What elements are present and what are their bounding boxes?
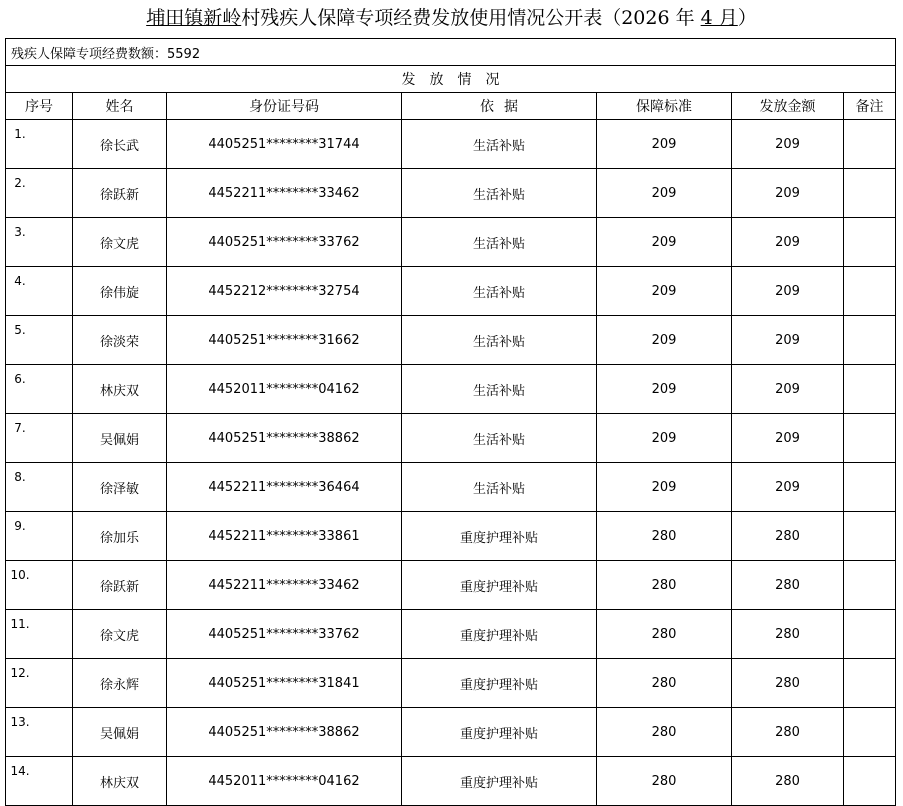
cell-basis: 重度护理补贴 <box>402 757 597 806</box>
cell-basis: 生活补贴 <box>402 316 597 365</box>
cell-remark <box>844 267 896 316</box>
fund-total-row <box>6 39 896 66</box>
cell-standard: 209 <box>597 218 732 267</box>
cell-name: 徐加乐 <box>73 512 167 561</box>
cell-seq: 1. <box>6 120 73 169</box>
cell-name: 徐淡荣 <box>73 316 167 365</box>
cell-name: 吴佩娟 <box>73 414 167 463</box>
cell-name: 吴佩娟 <box>73 708 167 757</box>
cell-seq: 4. <box>6 267 73 316</box>
cell-seq: 12. <box>6 659 73 708</box>
cell-standard: 280 <box>597 757 732 806</box>
cell-name: 林庆双 <box>73 757 167 806</box>
cell-id-number: 4405251********33762 <box>167 218 402 267</box>
cell-standard: 280 <box>597 708 732 757</box>
header-basis <box>402 93 597 120</box>
cell-id-number: 4452211********33861 <box>167 512 402 561</box>
cell-remark <box>844 316 896 365</box>
header-remark: 备注 <box>844 93 896 120</box>
cell-amount: 209 <box>732 120 844 169</box>
header-seq: 序号 <box>6 93 73 120</box>
cell-seq: 9. <box>6 512 73 561</box>
cell-remark <box>844 463 896 512</box>
cell-name: 徐跃新 <box>73 561 167 610</box>
cell-remark <box>844 218 896 267</box>
cell-id-number: 4405251********33762 <box>167 610 402 659</box>
cell-id-number: 4452211********36464 <box>167 463 402 512</box>
disbursement-table <box>5 38 896 806</box>
cell-name: 徐长武 <box>73 120 167 169</box>
title-close-paren: ） <box>737 7 757 29</box>
cell-basis: 重度护理补贴 <box>402 561 597 610</box>
cell-standard: 209 <box>597 316 732 365</box>
cell-basis: 生活补贴 <box>402 414 597 463</box>
cell-seq: 5. <box>6 316 73 365</box>
table-body <box>6 39 896 806</box>
title-underlined-town: 埔田镇新岭 <box>146 7 242 29</box>
cell-seq: 2. <box>6 169 73 218</box>
cell-name: 林庆双 <box>73 365 167 414</box>
cell-remark <box>844 610 896 659</box>
cell-amount: 209 <box>732 414 844 463</box>
cell-remark <box>844 512 896 561</box>
header-standard: 保障标准 <box>597 93 732 120</box>
table-row <box>6 561 896 610</box>
cell-seq: 10. <box>6 561 73 610</box>
cell-amount: 280 <box>732 659 844 708</box>
title-month: 4 月 <box>700 7 738 29</box>
cell-seq: 3. <box>6 218 73 267</box>
section-row <box>6 66 896 93</box>
cell-amount: 209 <box>732 267 844 316</box>
header-id: 身份证号码 <box>167 93 402 120</box>
cell-name: 徐跃新 <box>73 169 167 218</box>
cell-standard: 209 <box>597 414 732 463</box>
cell-amount: 209 <box>732 218 844 267</box>
cell-amount: 280 <box>732 708 844 757</box>
cell-remark <box>844 365 896 414</box>
table-row <box>6 757 896 806</box>
cell-seq: 6. <box>6 365 73 414</box>
fund-total-cell: 残疾人保障专项经费数额：5592 <box>6 39 896 66</box>
section-label: 发放情况 <box>401 72 514 88</box>
cell-standard: 280 <box>597 610 732 659</box>
cell-seq: 7. <box>6 414 73 463</box>
cell-name: 徐伟旋 <box>73 267 167 316</box>
cell-basis: 重度护理补贴 <box>402 610 597 659</box>
cell-seq: 11. <box>6 610 73 659</box>
cell-remark <box>844 169 896 218</box>
cell-amount: 280 <box>732 757 844 806</box>
cell-amount: 209 <box>732 169 844 218</box>
cell-standard: 209 <box>597 120 732 169</box>
table-row <box>6 463 896 512</box>
cell-id-number: 4405251********38862 <box>167 414 402 463</box>
cell-basis: 生活补贴 <box>402 365 597 414</box>
cell-standard: 209 <box>597 169 732 218</box>
cell-basis: 重度护理补贴 <box>402 512 597 561</box>
header-basis-label: 依据 <box>480 99 528 115</box>
cell-basis: 重度护理补贴 <box>402 708 597 757</box>
cell-id-number: 4452011********04162 <box>167 757 402 806</box>
cell-basis: 生活补贴 <box>402 267 597 316</box>
cell-basis: 生活补贴 <box>402 463 597 512</box>
cell-remark <box>844 120 896 169</box>
table-row <box>6 512 896 561</box>
cell-amount: 280 <box>732 561 844 610</box>
cell-basis: 生活补贴 <box>402 169 597 218</box>
cell-id-number: 4405251********31744 <box>167 120 402 169</box>
cell-remark <box>844 561 896 610</box>
document-title <box>0 3 903 33</box>
cell-name: 徐文虎 <box>73 218 167 267</box>
table-row <box>6 316 896 365</box>
cell-amount: 209 <box>732 365 844 414</box>
header-name: 姓名 <box>73 93 167 120</box>
cell-remark <box>844 659 896 708</box>
table-row <box>6 218 896 267</box>
cell-name: 徐泽敏 <box>73 463 167 512</box>
header-row <box>6 93 896 120</box>
cell-id-number: 4405251********31662 <box>167 316 402 365</box>
cell-amount: 209 <box>732 463 844 512</box>
title-main-text: 村残疾人保障专项经费发放使用情况公开表（2026 年 <box>241 7 701 29</box>
cell-basis: 生活补贴 <box>402 120 597 169</box>
section-label-cell <box>6 66 896 93</box>
table-row <box>6 414 896 463</box>
cell-basis: 生活补贴 <box>402 218 597 267</box>
table-row <box>6 659 896 708</box>
table-row <box>6 120 896 169</box>
cell-id-number: 4452211********33462 <box>167 561 402 610</box>
cell-standard: 280 <box>597 659 732 708</box>
cell-amount: 280 <box>732 610 844 659</box>
cell-standard: 280 <box>597 512 732 561</box>
cell-name: 徐文虎 <box>73 610 167 659</box>
table-row <box>6 610 896 659</box>
cell-id-number: 4452011********04162 <box>167 365 402 414</box>
cell-standard: 209 <box>597 463 732 512</box>
cell-remark <box>844 414 896 463</box>
cell-seq: 8. <box>6 463 73 512</box>
cell-name: 徐永辉 <box>73 659 167 708</box>
cell-amount: 209 <box>732 316 844 365</box>
cell-basis: 重度护理补贴 <box>402 659 597 708</box>
cell-standard: 209 <box>597 365 732 414</box>
cell-id-number: 4405251********31841 <box>167 659 402 708</box>
cell-standard: 209 <box>597 267 732 316</box>
cell-id-number: 4405251********38862 <box>167 708 402 757</box>
cell-seq: 13. <box>6 708 73 757</box>
cell-id-number: 4452212********32754 <box>167 267 402 316</box>
cell-remark <box>844 757 896 806</box>
cell-amount: 280 <box>732 512 844 561</box>
header-amount: 发放金额 <box>732 93 844 120</box>
cell-id-number: 4452211********33462 <box>167 169 402 218</box>
table-row <box>6 365 896 414</box>
cell-standard: 280 <box>597 561 732 610</box>
cell-seq: 14. <box>6 757 73 806</box>
table-row <box>6 267 896 316</box>
table-row <box>6 169 896 218</box>
